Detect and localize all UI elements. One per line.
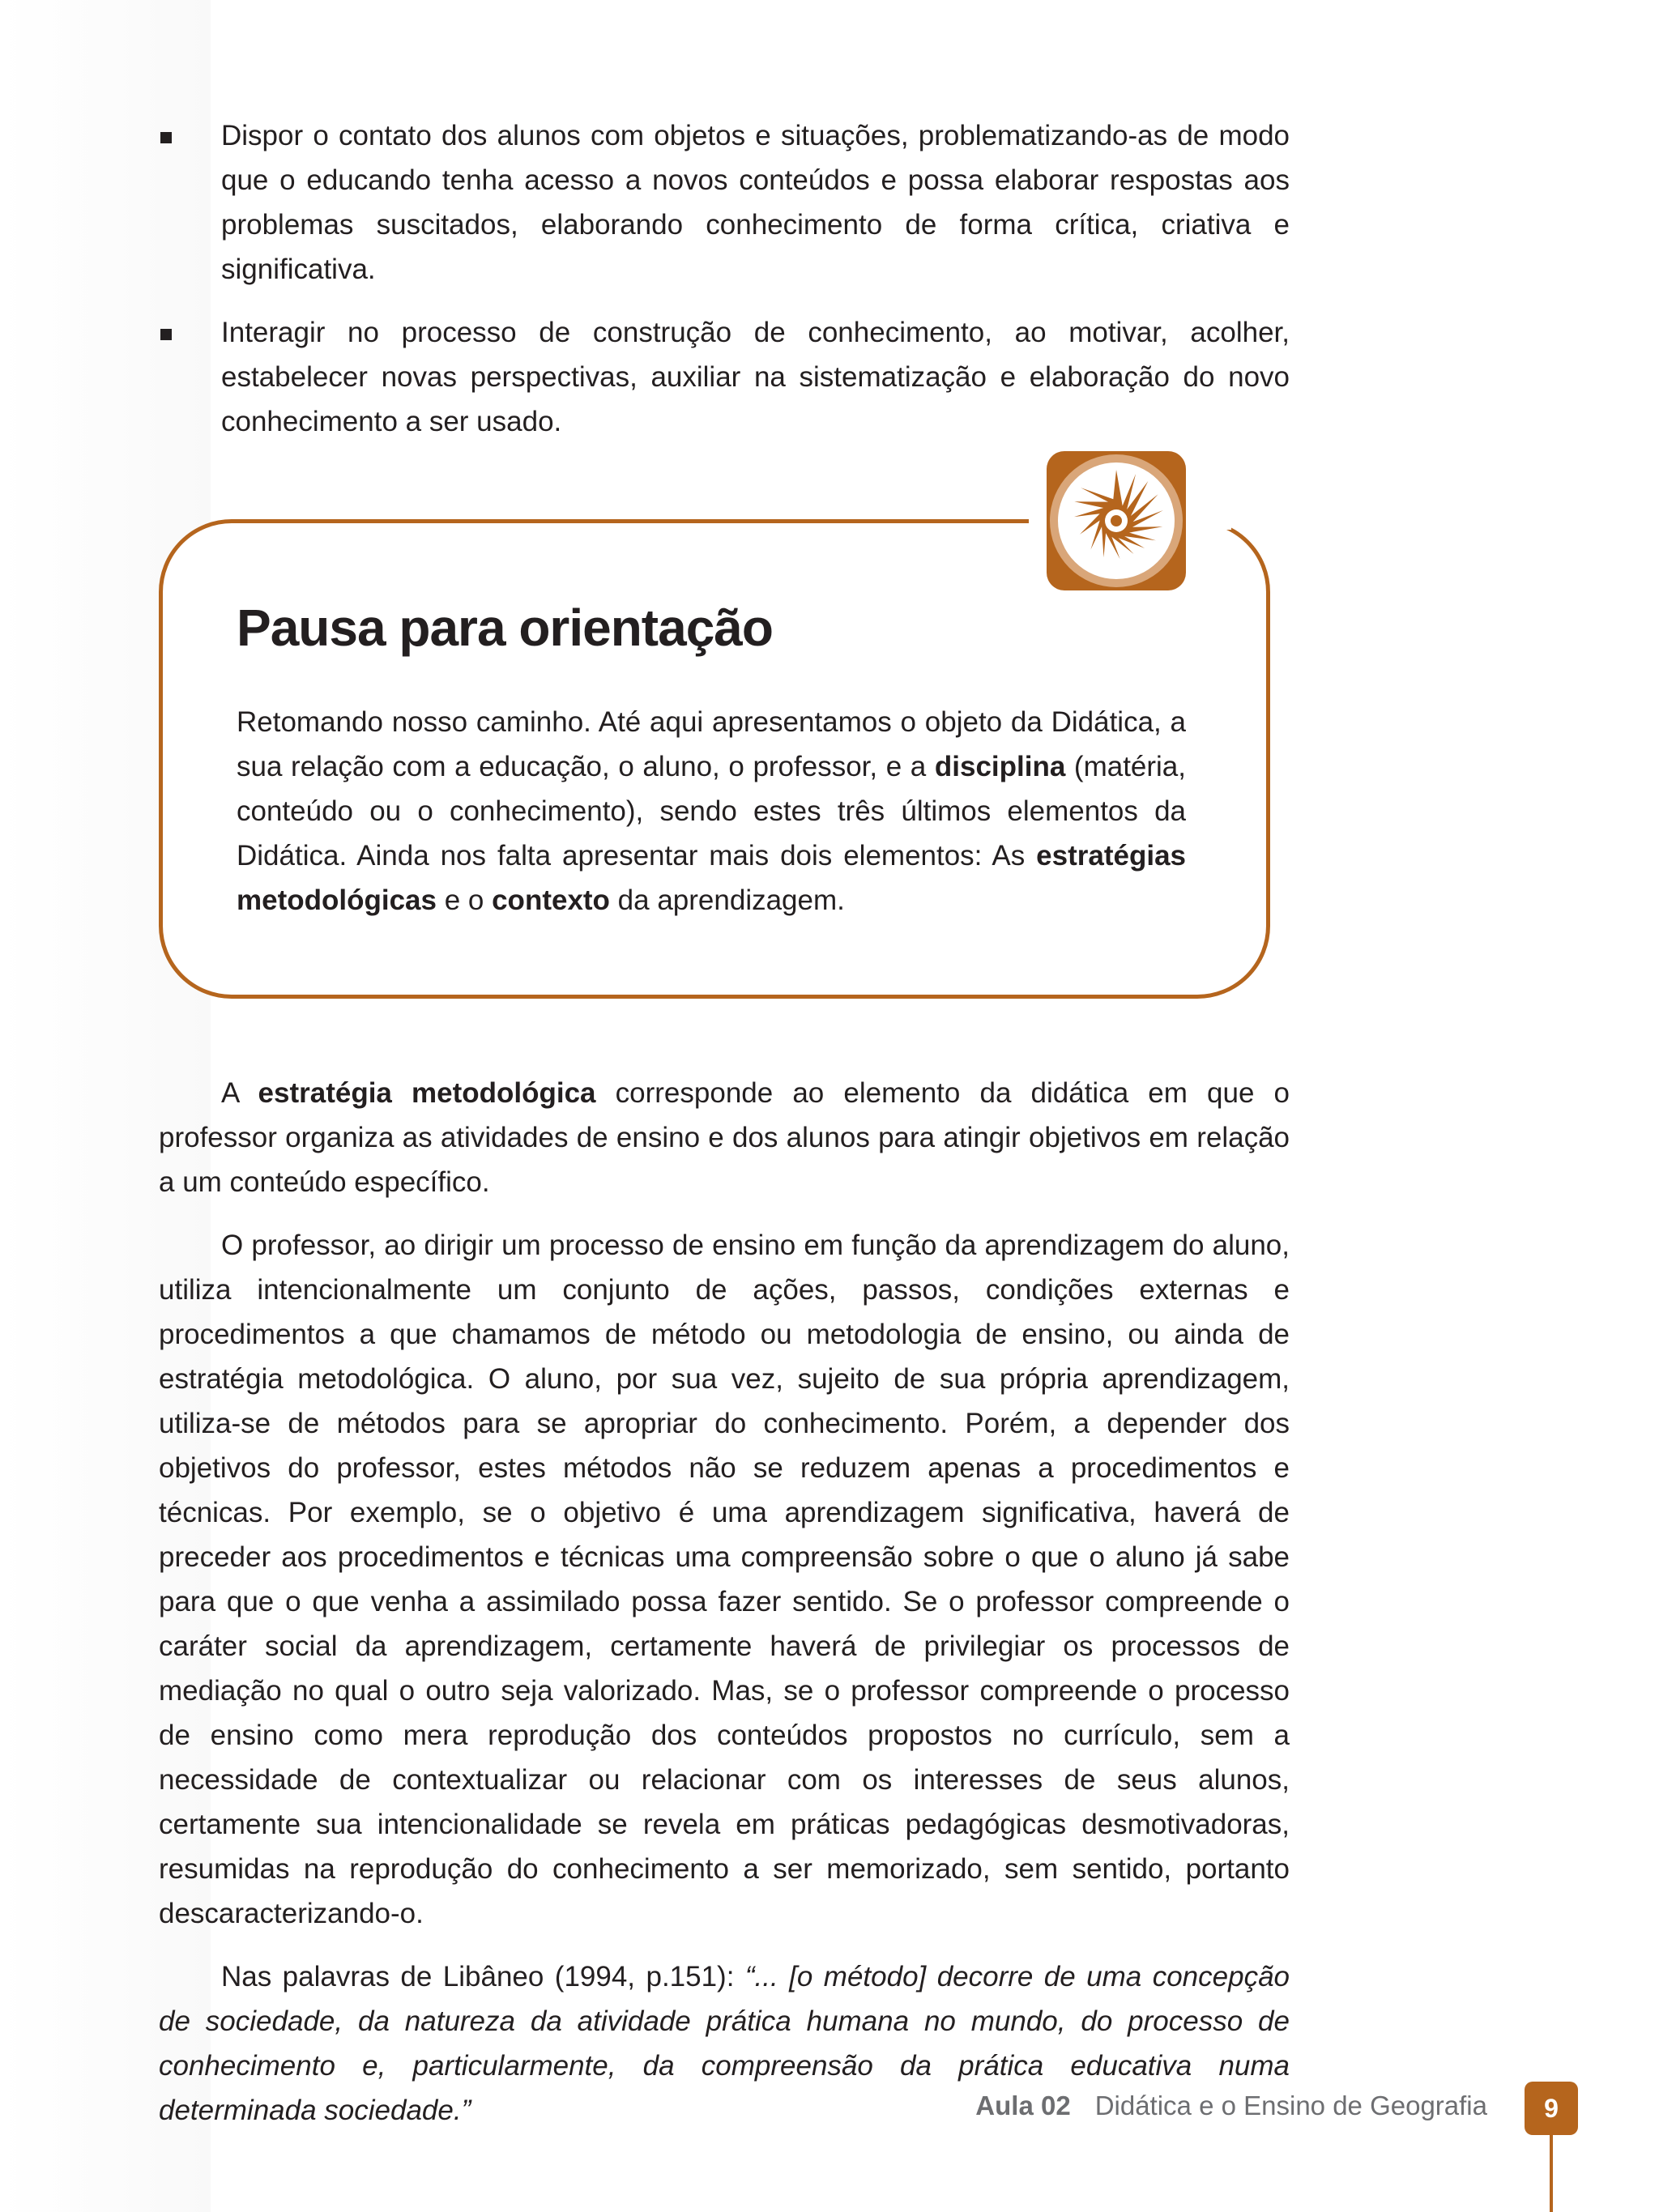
box-text-run: da aprendizagem. xyxy=(609,884,845,916)
box-text-emphasis: estratégias metodológicas xyxy=(237,840,1186,916)
bullet-text: Interagir no processo de construção de conhecimento, ao motivar, acolher, estabelecer novas perspectivas, auxiliar na sistematização e elaboração do novo conhecimento a ser usado. xyxy=(221,317,1290,437)
quote-text: “... [o método] decorre de uma concepção de sociedade, da natureza da atividade prática humana no mundo, do processo de conhecimento e, particularmente, da compreensão da prática educativa numa determinada sociedade.” xyxy=(159,1961,1290,2126)
footer-course: Didática e o Ensino de Geografia xyxy=(1094,2091,1487,2120)
bullet-text: Dispor o contato dos alunos com objetos e situações, problematizando-as de modo que o educando tenha acesso a novos conteúdos e possa elaborar respostas aos problemas suscitados, elaborando conhecimento de forma crítica, criativa e significativa. xyxy=(221,120,1290,285)
square-bullet-icon xyxy=(160,132,172,143)
compass-star-icon xyxy=(1047,451,1186,590)
bullet-list xyxy=(159,113,1290,462)
bullet-item xyxy=(159,113,1290,292)
box-title: Pausa para orientação xyxy=(237,599,773,657)
footer-aula: Aula 02 xyxy=(975,2091,1071,2120)
paragraph-run: corresponde ao elemento da didática em que o professor organiza as atividades de ensino e dos alunos para atingir objetivos em relação a um conteúdo específico. xyxy=(159,1077,1290,1198)
box-text xyxy=(237,700,1186,923)
page-number-line xyxy=(1550,2135,1553,2212)
emphasis-text: estratégia metodológica xyxy=(258,1077,596,1109)
page-number: 9 xyxy=(1525,2082,1578,2135)
bullet-item xyxy=(159,310,1290,444)
box-text-run: (matéria, conteúdo ou o conhecimento), sendo estes três últimos elementos da Didática. Ainda nos falta apresentar mais dois elementos: As xyxy=(237,751,1187,872)
square-bullet-icon xyxy=(160,329,172,340)
paragraph xyxy=(159,1071,1290,1204)
footer xyxy=(975,2083,1487,2129)
paragraph xyxy=(159,1223,1290,1936)
box-text-emphasis: disciplina xyxy=(934,751,1066,782)
box-text-run: e o xyxy=(436,884,493,916)
paragraph-run: Nas palavras de Libâneo (1994, p.151): xyxy=(221,1961,745,1993)
body-text xyxy=(159,1071,1290,2151)
box-text-emphasis: contexto xyxy=(492,884,610,916)
paragraph-run: A xyxy=(221,1077,258,1109)
paragraph-run: O professor, ao dirigir um processo de ensino em função da aprendizagem do aluno, utiliza intencionalmente um conjunto de ações, passos, condições externas e procedimentos a que chamamos de método ou metodologia de ensino, ou ainda de estratégia metodológica. O aluno, por sua vez, sujeito de sua própria aprendizagem, utiliza-se de métodos para se apropriar do conhecimento. Porém, a depender dos objetivos do professor, estes métodos não se reduzem apenas a procedimentos e técnicas. Por exemplo, se o objetivo é uma aprendizagem significativa, haverá de preceder aos procedimentos e técnicas uma compreensão sobre o que o aluno já sabe para que o que venha a assimilado possa fazer sentido. Se o professor compreende o caráter social da aprendizagem, certamente haverá de privilegiar os processos de mediação no qual o outro seja valorizado. Mas, se o professor compreende o processo de ensino como mera reprodução dos conteúdos propostos no currículo, sem a necessidade de contextualizar ou relacionar com os interesses de seus alunos, certamente sua intencionalidade se revela em práticas pedagógicas desmotivadoras, resumidas na reprodução do conhecimento a ser memorizado, sem sentido, portanto descaracterizando-o. xyxy=(159,1230,1290,1929)
box-text-run: Retomando nosso caminho. Até aqui apresentamos o objeto da Didática, a sua relação com a educação, o aluno, o professor, e a xyxy=(237,706,1186,782)
